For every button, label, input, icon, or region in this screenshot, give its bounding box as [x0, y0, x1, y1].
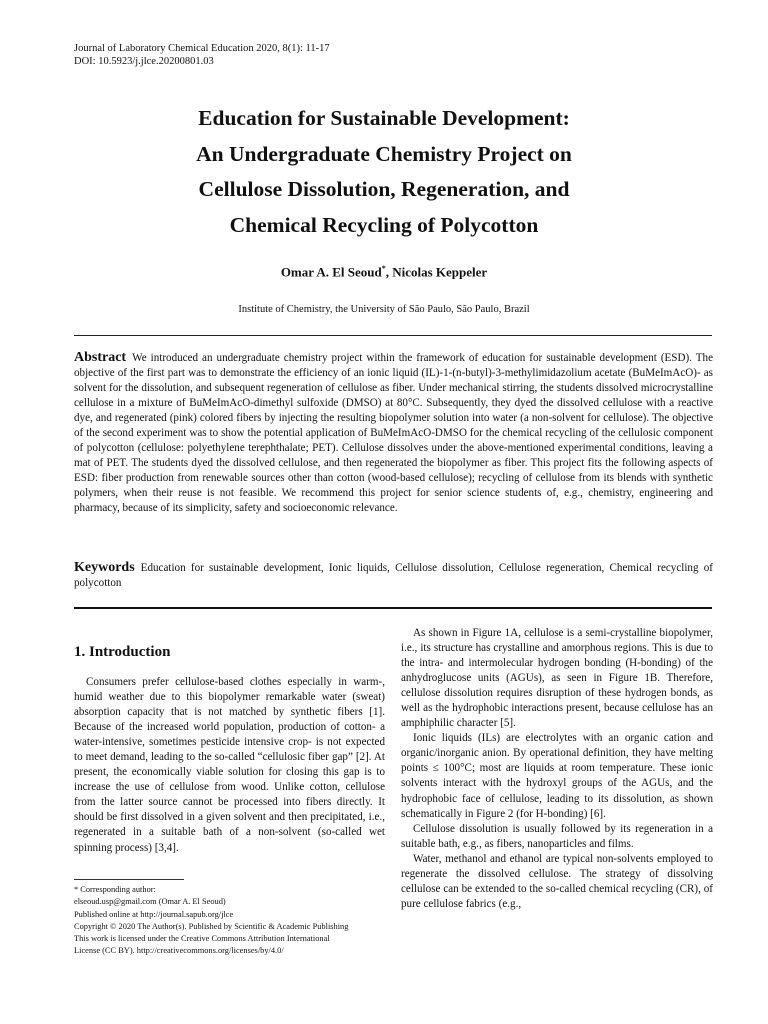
- corresponding-mark: *: [381, 264, 386, 273]
- footnotes: [74, 884, 394, 958]
- footnote-divider: [74, 879, 184, 880]
- abstract-heading: Abstract: [74, 350, 127, 365]
- affiliation: Institute of Chemistry, the University of São Paulo, São Paulo, Brazil: [238, 304, 530, 315]
- title-line: An Undergraduate Chemistry Project on: [196, 141, 572, 166]
- footnote-copyright: Copyright © 2020 The Author(s). Published by Scientific & Academic Publishing: [74, 921, 349, 931]
- footnote-license: This work is licensed under the Creative Commons Attribution International: [74, 934, 330, 944]
- section-heading: 1. Introduction: [74, 644, 171, 660]
- journal-header: [74, 42, 330, 68]
- footnote-license: License (CC BY). http://creativecommons.org/licenses/by/4.0/: [74, 946, 284, 956]
- paper-title: [60, 101, 708, 243]
- author-name: Omar A. El Seoud: [280, 264, 382, 280]
- left-column: [74, 643, 385, 856]
- title-line: Cellulose Dissolution, Regeneration, and: [198, 177, 570, 201]
- paragraph: Ionic liquids (ILs) are electrolytes with an organic cation and organic/inorganic anion. By operational definition, they have melting points ≤ 100°C; most are liquids at room temperature. These ionic solvents interact with the hydroxyl groups of the AGUs, and the hydrophobic face of cellulose, leading to its dissolution, as shown schematically in Figure 2 (for H-bonding) [6].: [401, 732, 713, 820]
- right-column: [401, 626, 713, 912]
- footnote-published: Published online at http://journal.sapub.org/jlce: [74, 909, 234, 919]
- paragraph: Water, methanol and ethanol are typical non-solvents employed to regenerate the dissolved cellulose. The strategy of dissolving cellulose can be extended to the so-called chemical recycling (CR), of pure cellulose fabrics (e.g.,: [401, 852, 713, 910]
- keywords-text: Education for sustainable development, Ionic liquids, Cellulose dissolution, Cellulose regeneration, Chemical recycling of polycotton: [74, 562, 713, 590]
- paragraph: Cellulose dissolution is usually followed by its regeneration in a suitable bath, e.g., as fibers, nanoparticles and films.: [401, 822, 713, 850]
- abstract-text: We introduced an undergraduate chemistry project within the framework of education for sustainable development (ESD). The objective of the first part was to demonstrate the efficiency of an ionic liquid (IL)-1-(n-butyl)-3-methylimidazolium acetate (BuMeImAcO)- as solvent for the dissolution, and subsequent regeneration of cellulose as fiber. Under mechanical stirring, the students dissolved microcrystalline cellulose in a mixture of BuMeImAcO-dimethyl sulfoxide (DMSO) at 80°C. Subsequently, they dyed the dissolved cellulose with a reactive dye, and regenerated (pink) colored fibers by injecting the resulting biopolymer solution into water (a non-solvent for cellulose). The objective of the second experiment was to show the potential application of BuMeImAcO-DMSO for the chemical recycling of the cellulosic component of polycotton (cellulose: polyethylene terephthalate; PET). Cellulose dissolves under the above-mentioned experimental conditions, leaving a mat of PET. The students dyed the dissolved cellulose, and then regenerated the biopolymer as fiber. This project fits the following aspects of ESD: fiber production from renewable sources other than cotton (wood-based cellulose); recycling of cellulose from its blends with synthetic polymers, when their reuse is not feasible. We recommend this project for senior science students of, e.g., chemistry, engineering and pharmacy, because of its simplicity, safety and socioeconomic relevance.: [74, 352, 713, 515]
- keywords: [74, 560, 713, 591]
- footnote-corresponding: * Corresponding author:: [74, 885, 156, 894]
- paragraph: Consumers prefer cellulose-based clothes especially in warm-, humid weather due to this biopolymer remarkable water (sweat) absorption capacity that is not matched by synthetic fibers [1]. Because of the increased world population, production of cotton- a water-intensive, sometimes pesticide intensive crop- is not expected to meet demand, leading to the so-called “cellulosic fiber gap” [2]. At present, the economically viable solution for closing this gap is to increase the use of cellulose from wood. Unlike cotton, cellulose from the latter source cannot be processed into fibers directly. It should be first dissolved in a given solvent and then precipitated, i.e., regenerated in a suitable bath of a non-solvent (so-called wet spinning process) [3,4].: [74, 676, 385, 854]
- divider: [74, 607, 712, 609]
- footnote-email: elseoud.usp@gmail.com (Omar A. El Seoud): [74, 897, 226, 907]
- title-line: Chemical Recycling of Polycotton: [229, 212, 539, 237]
- author-list: [0, 264, 768, 280]
- paragraph: As shown in Figure 1A, cellulose is a semi-crystalline biopolymer, i.e., its structure has crystalline and amorphous regions. This is due to the intra- and intermolecular hydrogen bonding (H-bonding) of the anhydroglucose units (AGUs), as seen in Figure 1B. Therefore, cellulose dissolution requires disruption of these hydrogen bonds, as well as the hydrophobic interactions present, because cellulose has an amphiphilic character [5].: [401, 627, 713, 730]
- author-name: , Nicolas Keppeler: [385, 264, 488, 280]
- abstract: [74, 350, 713, 517]
- title-line: Education for Sustainable Development:: [198, 106, 570, 130]
- journal-doi: DOI: 10.5923/j.jlce.20200801.03: [74, 56, 214, 67]
- divider: [74, 335, 712, 336]
- journal-citation: Journal of Laboratory Chemical Education 2020, 8(1): 11-17: [74, 43, 330, 54]
- keywords-heading: Keywords: [74, 560, 135, 575]
